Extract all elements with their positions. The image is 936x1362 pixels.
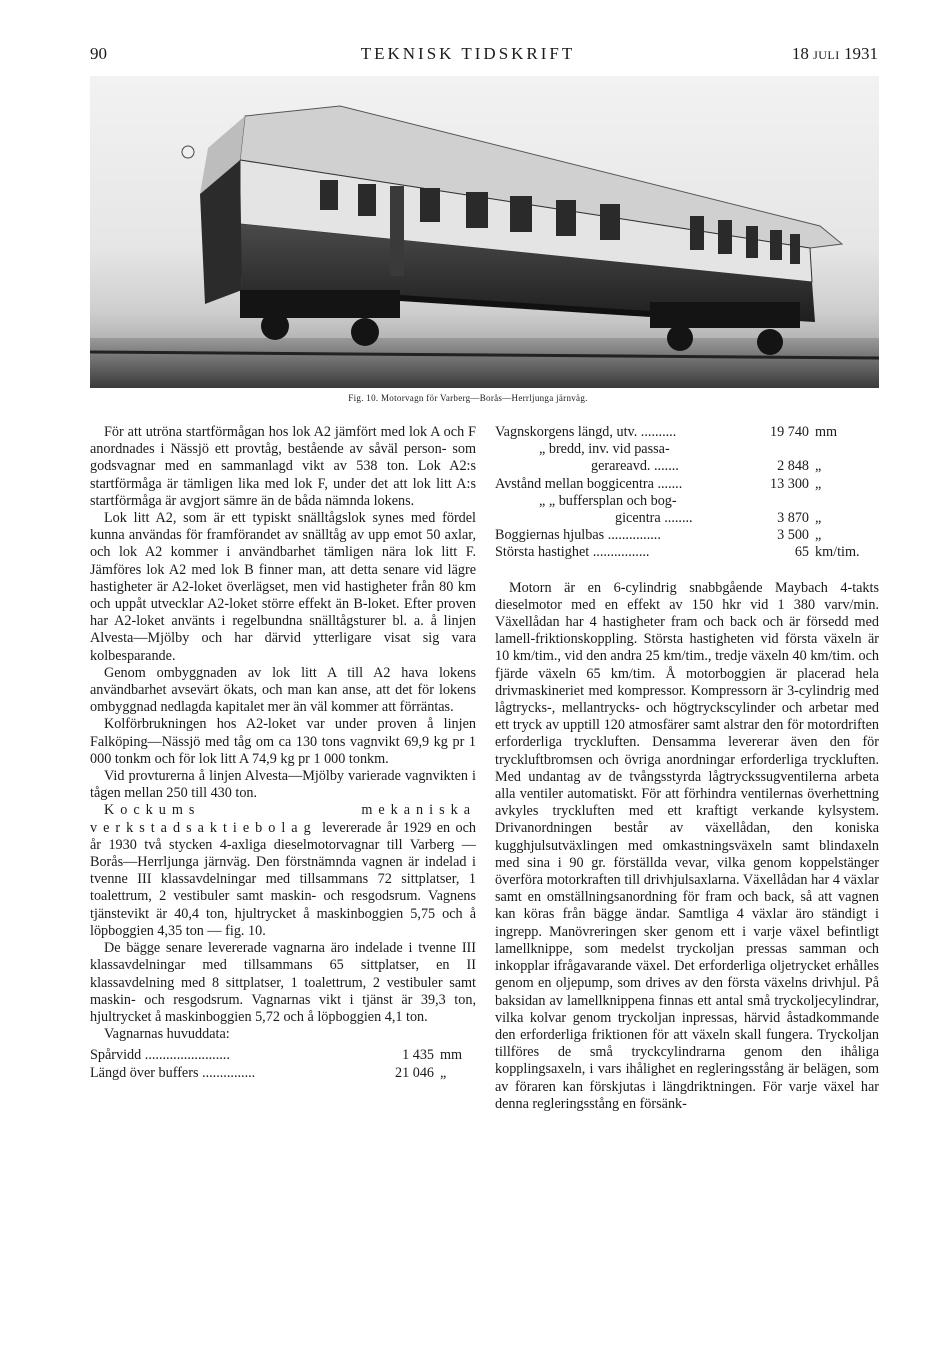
spec-table-left: [90, 1047, 476, 1081]
paragraph: För att utröna startförmågan hos lok A2 jämfört med lok A och F anordnades i Nässjö ett provtåg, bestående av såväl person- som godsvagnar med en sammanlagd vikt av 538 ton. Lok A2:s startförmåga är tämligen lika med lok F, under det att lok litt A:s startförmåga är avgjort sämre än de båda nämnda lokens.: [90, 424, 476, 509]
railcar-illustration: [90, 76, 879, 388]
spec-row: [495, 441, 879, 458]
section-heading: Vagnarnas huvuddata:: [104, 1026, 230, 1043]
spec-unit: km/tim.: [815, 544, 860, 561]
paragraph-kockums: [90, 802, 476, 940]
spec-value: 19 740: [769, 424, 809, 440]
date-month: JULI: [813, 48, 840, 62]
spec-unit: „: [440, 1064, 447, 1081]
date-day: 18: [791, 44, 809, 63]
spec-label: gerareavd. .......: [591, 458, 679, 475]
spec-label: Största hastighet ................: [495, 544, 650, 561]
left-column: [90, 424, 476, 1082]
spec-label: Spårvidd ........................: [90, 1047, 230, 1064]
spec-value: 2 848: [777, 458, 809, 475]
spec-unit: mm: [440, 1047, 463, 1064]
door: [390, 186, 404, 276]
spec-value: 21 046: [394, 1064, 434, 1081]
spec-row: [495, 476, 879, 493]
spec-label: Vagnskorgens längd, utv. ..........: [495, 424, 677, 440]
railcar-photo: [90, 76, 879, 388]
right-column: [495, 424, 879, 1113]
bogie-front: [240, 290, 400, 346]
paragraph: Motorn är en 6-cylindrig snabbgående Maybach 4-takts dieselmotor med en effekt av 150 hkr vid 1 380 varv/min. Växellådan har 4 hastigheter fram och back och är försedd med lamell-friktionskoppling. Största hastigheten vid första växeln är 10 km/tim., vid den andra 25 km/tim., tredje växeln 40 km/tim. och fjärde växeln 65 km/tim. Å motorboggien är placerad hela drivmaskineriet med kompressor. Kompressorn är 3-cylindrig med lågtrycks-, mellantrycks- och högtryckscylinder och arbetar med ett tryck av upptill 120 atmosfärer samt alstrar den för motordriften erforderliga tryckluften. Densamma levererar även den för tryckluftbromsen och övriga anordningar erforderliga tryckluften. Med undantag av de tvångsstyrda lågtryckssugventilerna arbeta alla ventiler automatiskt. För att förhindra ventilernas överhettning avkyles tryckluften med ett kraftigt verkande kylsystem. Drivanordningen består av växellådan, den koniska kugghjulsutväxlingen med omkastningsväxeln samt blindaxeln med sina i 90 gr. förställda vevar, vilka genom koppelstänger överföra motorkraften till drivhjulsaxlarna. Växellådan har 4 växlar samt en omställningsanordning för fram och back, så att vagnen kan köras från bägge ändar. Samtliga 4 växlar äro ständigt i ingrepp. Manövreringen sker genom ett i varje växel befintligt lamellknippe, som medelst tryckoljan pressas samman och inkopplar ifrågavarande växel. Det erforderliga oljetrycket erhålles genom en oljepump, som drives av den första växelns drivhjul. På baksidan av lamellknippena finnas ett antal små tryckoljecylindrar, vilka kolvar genom tryckoljan inpressas, härvid åstadkommande den erforderliga friktionen för att växeln skall fungera. Tryckoljan tillföres de små tryckcylindrarna genom den ihåliga kopplingsaxeln, i vars ihålighet en regleringsstång är belägen, som av föraren kan förskjutas i längdriktningen. För varje växel har denna regleringsstång en försänk-: [495, 579, 879, 1112]
spec-table-right: [495, 424, 879, 562]
spec-value: 1 435: [402, 1047, 434, 1064]
spec-value: 3 870: [777, 510, 809, 527]
paragraph: Lok litt A2, som är ett typiskt snälltågslok synes med fördel kunna användas för framförandet av snälltåg av upp emot 50 axlar, och lok A2 kommer i användbarhet tämligen nära lok litt F. Jämföres lok A2 med lok B finner man, att detta senare vid lägre hastigheter är A2-loket överlägset, men vid hastigheter från 80 km och uppåt utvecklar A2-loket större effekt än B-loket. Efter proven har A2-loket använts i regelbundna snälltågsturer bl. a. å linjen Alvesta—Mjölby och har därvid ytterligare visat sig vara kolbesparande.: [90, 510, 476, 664]
paragraph: Kolförbrukningen hos A2-loket var under proven å linjen Falköping—Nässjö med tåg om ca 130 tons vagnvikt 69,9 kg pr 1 000 tonkm och för lok litt A 74,9 kg pr 1 000 tonkm.: [90, 716, 476, 767]
spec-label: Avstånd mellan boggicentra .......: [495, 475, 683, 492]
spec-label: gicentra ........: [615, 510, 693, 527]
date-year: 1931: [844, 44, 878, 63]
spec-row: [90, 1047, 476, 1064]
spec-row: [495, 544, 879, 561]
issue-date: [792, 44, 878, 64]
page-number: 90: [90, 44, 107, 63]
journal-title: TEKNISK TIDSKRIFT: [360, 44, 576, 63]
spec-value: 3 500: [777, 527, 809, 544]
spec-row: [90, 1065, 476, 1082]
company-name: Kockums mekaniska verkstadsaktiebolag: [90, 802, 476, 836]
spec-unit: „: [815, 527, 822, 544]
spec-unit: „: [815, 475, 822, 492]
spec-unit: „: [815, 510, 822, 527]
spec-label: „ bredd, inv. vid passa-: [539, 441, 670, 458]
spec-value: 13 300: [769, 475, 809, 492]
paragraph: Vid provturerna å linjen Alvesta—Mjölby varierade vagnvikten i tågen mellan 250 till 430 ton.: [90, 768, 476, 802]
paragraph: De bägge senare levererade vagnarna äro indelade i tvenne III klassavdelningar med tillsammans 65 sittplatser, en II klassavdelning med 8 sittplatser, 1 toalettrum, 2 vestibuler samt maskin- och resgodsrum. Vagnarnas vikt i tjänst är 39,3 ton, hjultrycket å maskinboggien 5,72 och å löpboggien 4,1 ton.: [90, 940, 476, 1025]
figure-caption: Fig. 10. Motorvagn för Varberg—Borås—Herrljunga järnväg.: [348, 393, 588, 403]
spec-value: 65: [794, 544, 809, 561]
paragraph-text: levererade år 1929 en och år 1930 två stycken 4-axliga dieselmotorvagnar till Varberg —Borås—Herrljunga järnväg. Den förstnämnda vagnen är indelad i tvenne III klassavdelningar med tillsammans 72 sittplatser, 1 toalettrum, 2 vestibuler samt maskin- och resgodsrum. Vagnens tjänstevikt är 40,4 ton, hjultrycket å maskinboggien 5,75 och å löpboggien 4,35 ton — fig. 10.: [90, 819, 477, 939]
spec-row: [495, 458, 879, 475]
spec-unit: „: [815, 458, 822, 475]
spec-row: [495, 527, 879, 544]
paragraph: Genom ombyggnaden av lok litt A till A2 hava lokens användbarhet avsevärt ökats, och man kan anse, att det för lokens ombyggnad nedlagda kapitalet mer än väl kommer att förräntas.: [90, 664, 476, 716]
headlamp: [182, 146, 194, 158]
spec-unit: mm: [815, 424, 838, 440]
spec-row: [495, 510, 879, 527]
spec-label: Boggiernas hjulbas ...............: [495, 527, 661, 544]
spec-row: [495, 493, 879, 510]
spec-label: Längd över buffers ...............: [90, 1064, 256, 1081]
spec-label: „ „ buffersplan och bog-: [539, 492, 677, 509]
spec-row: [495, 424, 879, 441]
